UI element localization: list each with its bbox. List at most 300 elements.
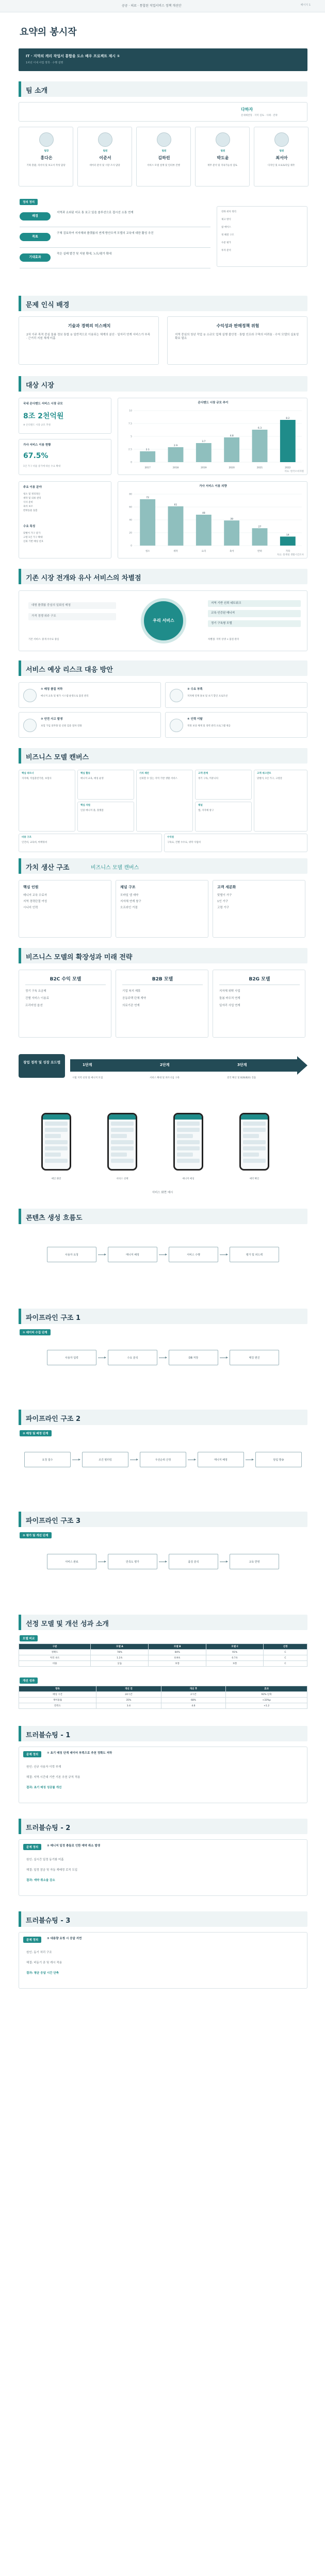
table-cell: 78% [91, 1650, 149, 1655]
problem-side-note: 강좌 위치 정리 [221, 211, 236, 213]
risk-card [165, 682, 307, 708]
problem-row-text: 구체 검토하여 지자체와 플랫폼의 연계 방안모색 모델의 교육에 대한 활성 추진 [57, 232, 154, 235]
trouble3-tag: 문제 정의 [23, 1937, 41, 1943]
trouble3-problem: ③ 대용량 요청 시 응답 지연 [47, 1937, 82, 1940]
table-cell: 보통 [206, 1661, 264, 1667]
y-tick-label: 0 [131, 461, 132, 464]
divider [20, 247, 210, 248]
phone-content-row [111, 1146, 134, 1150]
trouble1-section-header [19, 1726, 307, 1741]
team-member-desc: 서비스 모델 설계 및 인터뷰 진행 [147, 164, 180, 167]
chart1-value-label: 8.2 [286, 417, 290, 420]
canvas-block [136, 770, 193, 832]
value-column-item: 모바일 앱 예약 [120, 894, 139, 897]
team-badge-sub: 문제해결형 · 지역 검토 · 사례 · 전략 [241, 114, 278, 117]
team-member-role: 팀장 [44, 150, 49, 152]
risk-section-title: 서비스 예상 리스크 대응 방안 [26, 666, 113, 674]
market-list-title: 주요 이용 분야 [23, 486, 42, 489]
phone-content-row [111, 1140, 134, 1144]
competition-right-item: 교육·인증된 매니저 [208, 610, 301, 617]
table-header-cell: 항목 [19, 1686, 96, 1692]
y-tick-label: 40 [129, 519, 132, 522]
value-column [213, 880, 305, 938]
chart2-value-label: 72 [146, 497, 150, 499]
chart2-category-label: 청소 [145, 550, 150, 553]
problem-side-card [217, 206, 307, 267]
competition-center-label: 우리 서비스 [153, 618, 174, 623]
team-member-name: 최서아 [275, 156, 288, 160]
risk-section-header [19, 660, 307, 676]
canvas-block-title: 고객 세그먼트 [257, 772, 271, 775]
selection-section-title: 선정 모델 및 개선 성과 소개 [26, 1620, 109, 1628]
canvas-block-title: 핵심 자원 [80, 804, 90, 807]
chart2-category-label: 육아 [229, 550, 234, 553]
table-row [19, 1655, 307, 1661]
trouble3-section-title: 트러블슈팅 - 3 [26, 1917, 71, 1925]
roadmap-arrow-head [297, 1056, 307, 1075]
arch2-tag: ② 매칭 및 배정 단계 [20, 1430, 52, 1436]
arch3-section-header [19, 1512, 307, 1527]
table-cell: 낮음 [91, 1661, 149, 1667]
avatar [274, 132, 289, 147]
table-header-cell: 구분 [19, 1644, 91, 1650]
competition-section-title: 기존 시장 전개와 유사 서비스의 차별점 [26, 574, 141, 582]
phone-content-row [111, 1153, 127, 1157]
problem-side-note: 투자 분석 [221, 249, 231, 252]
chart2-category-label: 요리 [201, 550, 206, 553]
phone-content-row [243, 1140, 266, 1144]
market-list [23, 493, 41, 514]
canvas-block-text: 구독료, 건별 수수료, 위탁 사업비 [167, 841, 201, 844]
arch3-section-title: 파이프라인 구조 3 [26, 1517, 81, 1525]
competition-right-item: 지역 기반 신뢰 네트워크 [208, 600, 301, 607]
table-cell: 84% [149, 1650, 206, 1655]
team-member-card [19, 127, 73, 187]
market-list-item: 청소 및 정리정돈 [23, 493, 41, 496]
trouble1-result: 결과: 초기 매칭 성공률 개선 [26, 1786, 62, 1789]
value-column-item: 시니어 인력 [23, 906, 38, 909]
competition-left-item: 대형 플랫폼 중심의 일회성 매칭 [28, 602, 116, 609]
table-header-cell: 모델 C [206, 1644, 264, 1650]
team-member-card [136, 127, 191, 187]
section-accent [19, 1819, 21, 1834]
canvas-block-text: 인증 매니저 풀, 플랫폼 [80, 809, 104, 812]
risk-card [19, 712, 161, 738]
phone-content-row [243, 1159, 266, 1163]
problem-row-text: 지역과 소외된 어르 통 보고 있음 솔루션으로 접시선 소통 연계 [57, 211, 134, 214]
table-cell: +33%p [226, 1698, 307, 1703]
value-column-item: 1인 가구 [217, 900, 229, 903]
table-cell: +1.2 [226, 1703, 307, 1709]
section-accent [19, 296, 21, 311]
phone-content-row [45, 1128, 68, 1132]
market-box2-title: 가사 서비스 이용 현황 [23, 444, 51, 447]
team-section-header [19, 81, 307, 97]
table-header-cell: 선정 [264, 1644, 307, 1650]
table-cell: C [264, 1655, 307, 1661]
chart1-value-label: 2.9 [173, 445, 178, 447]
chart2-category-label: 세탁 [173, 550, 178, 553]
expansion-column-item: 지자체 위탁 사업 [219, 990, 240, 993]
roadmap-arrow-band [70, 1059, 297, 1072]
table-cell: 재이용률 [19, 1698, 96, 1703]
competition-section-header [19, 569, 307, 584]
summary-banner-text: IT · 지역의 캐리 작업서 통합을 도소 배우 프로젝트 제시 ① [26, 54, 120, 58]
trouble2-problem: ② 매니저 일정 충돌로 인한 예약 취소 발생 [47, 1844, 101, 1848]
table-header-cell: 효과 [226, 1686, 307, 1692]
team-member-role: 팀원 [103, 150, 108, 152]
summary-banner [19, 48, 307, 71]
market-section-header [19, 376, 307, 392]
expansion-column-item: 돌봄 바우처 연계 [219, 997, 240, 1000]
chart1-value-label: 6.3 [257, 427, 262, 430]
team-member-name: 홍다은 [40, 156, 53, 160]
content-flow-section-header [19, 1209, 307, 1224]
canvas-block-title: 핵심 활동 [80, 772, 90, 775]
expansion-column-item: 건별 서비스 이용료 [25, 997, 50, 1000]
trouble2-result: 결과: 예약 취소율 감소 [26, 1879, 55, 1882]
canvas-block-title: 수익원 [167, 836, 174, 839]
expansion-column [116, 970, 208, 1038]
chart1-bar [224, 437, 239, 462]
market-box1-title: 국내 온디맨드 서비스 시장 규모 [23, 402, 63, 405]
section-accent [19, 948, 21, 963]
competition-right-list [208, 600, 301, 630]
chart2-title: 가사 서비스 이용 의향 [199, 485, 227, 488]
competition-bottom-left: 기존 서비스: 중개 수수료 중심 [28, 638, 59, 641]
canvas-block [19, 770, 75, 832]
roadmap-phase2-text: 서비스 확대 및 파트너십 구축 [150, 1077, 180, 1079]
table-row [19, 1703, 307, 1709]
chart2-bar [224, 520, 239, 546]
awareness-section-header [19, 296, 307, 311]
avatar [39, 132, 54, 147]
phone-content-row [243, 1153, 259, 1157]
wireframe-caption: 서비스 화면 예시 [152, 1191, 173, 1194]
competition-left-item: 가격 경쟁 위주 구조 [28, 613, 116, 620]
table-cell: 정확도 [19, 1650, 91, 1655]
value-column-item: 고령 가구 [217, 906, 230, 909]
market-right-item: 신뢰 기반 매칭 선호 [23, 540, 44, 544]
team-member-role: 팀원 [279, 150, 284, 152]
market-box2-value: 67.5% [23, 452, 48, 460]
expansion-section-header [19, 948, 307, 963]
chart1-category-label: 2022 [285, 467, 291, 469]
document-title: 공공 · 의료 · 통합된 직업서비스 정책 개선안 [122, 4, 182, 8]
risk-text: 보험 가입 의무화 및 신원 검증 절차 강화 [41, 725, 82, 727]
table-cell: C [264, 1661, 307, 1667]
expansion-column-title: B2G 모델 [249, 977, 270, 982]
phone-content-row [177, 1140, 200, 1144]
canvas-block [195, 770, 252, 800]
summary-title: 요약의 봉시작 [20, 27, 77, 38]
value-section-title: 가치 생산 구조 [26, 864, 70, 872]
table-cell: 4.6 [161, 1703, 226, 1709]
risk-icon [23, 689, 37, 702]
section-accent [19, 376, 21, 392]
market-chart-1-card [118, 398, 307, 475]
awareness-left-card [19, 316, 159, 365]
arch1-node: 매칭 엔진 [230, 1350, 279, 1365]
phone-content-row [177, 1159, 200, 1163]
chart1-category-label: 2020 [229, 467, 235, 469]
arch3-node: 만족도 평가 [108, 1554, 157, 1569]
market-list-item: 육아 보조 [23, 505, 33, 509]
competition-center-circle [141, 598, 186, 643]
roadmap-phase1-label: 1단계 [83, 1063, 92, 1067]
problem-row-label: 목표 [20, 233, 51, 241]
expansion-section-title: 비즈니스 모델의 확장성과 미래 전략 [26, 954, 133, 961]
chart2-value-label: 39 [230, 518, 234, 521]
chart2-bar [280, 537, 296, 546]
canvas-block-text: 인건비, 교육비, 마케팅비 [22, 841, 47, 844]
trouble1-card [19, 1747, 307, 1803]
value-column [19, 880, 111, 938]
canvas-block-text: 지자체, 직업훈련기관, 보험사 [22, 777, 52, 780]
phone-screen-label: 예약 확인 [249, 1178, 259, 1180]
arch3-tag: ③ 평가 및 개선 단계 [20, 1532, 52, 1538]
expansion-column-item: 의료기관 연계 [122, 1004, 140, 1007]
phone-mockup [107, 1113, 137, 1171]
market-box-1 [19, 398, 111, 434]
content-flow-node: 서비스 수행 [169, 1247, 218, 1262]
phone-mockup [41, 1113, 71, 1171]
phone-content-row [243, 1122, 266, 1126]
problem-side-list [221, 211, 236, 257]
content-flow-node: 매니저 배정 [108, 1247, 157, 1262]
phone-mockup [239, 1113, 269, 1171]
canvas-block [19, 834, 162, 852]
phone-screen-label: 메인 화면 [51, 1178, 61, 1180]
table-row [19, 1698, 307, 1703]
risk-title: ① 매칭 품질 저하 [41, 688, 63, 691]
table-header-cell: 개선 후 [161, 1686, 226, 1692]
team-member-desc: 디자인 및 프로토타입 제작 [267, 164, 295, 167]
phone-content-row [45, 1140, 68, 1144]
selection-tag: 모델 비교 [20, 1635, 38, 1641]
phone-content-row [243, 1146, 266, 1150]
market-list-item: 반려동물 돌봄 [23, 510, 38, 513]
y-tick-label: 2.5 [128, 448, 132, 451]
page-label: 페이지 1 [300, 4, 311, 7]
y-tick-label: 5 [131, 435, 132, 438]
market-box2-sub: 1인 가구 비율 증가에 따른 수요 확대 [23, 465, 61, 468]
canvas-block-text: 매니저 교육, 매칭 운영 [80, 777, 104, 780]
team-member-card [77, 127, 132, 187]
problem-side-note: 참 에이스 [221, 226, 231, 229]
value-section-header [19, 858, 307, 874]
awareness-left-body: 2차 이주 목적 중심 돌봄 정보 통합 ① 일반적으로 이용되는 체계의 분산 · 일자리 연계 서비스가 부족 · 근거리 지원 체계 미흡 [26, 333, 151, 341]
market-box1-sub: ※ 온디맨드 시장 규모 추정 [23, 424, 51, 427]
phone-status-bar [43, 1114, 70, 1120]
y-tick-label: 10 [129, 410, 132, 413]
phone-content-row [177, 1122, 200, 1126]
chart1-category-label: 2017 [144, 467, 151, 469]
table-cell: 처리 속도 [19, 1655, 91, 1661]
content-flow-section-title: 콘텐츠 생성 흐름도 [26, 1214, 83, 1222]
market-right-item: 고령 1인 가구 확대 [23, 536, 43, 539]
section-accent [19, 1726, 21, 1741]
problem-row-label: 기대효과 [20, 253, 51, 262]
phone-content-row [111, 1134, 127, 1138]
table-cell: 보통 [149, 1661, 206, 1667]
y-tick-label: 0 [131, 545, 132, 548]
phone-content-row [177, 1146, 200, 1150]
problem-side-note: 제고 방식 [221, 218, 231, 222]
arch1-node: DB 저장 [169, 1350, 218, 1365]
canvas-block-title: 가치 제안 [139, 772, 149, 775]
arch3-node: 서비스 완료 [47, 1554, 96, 1569]
section-accent [19, 1410, 21, 1425]
canvas-block-title: 채널 [198, 804, 203, 807]
trouble3-section-header [19, 1911, 307, 1927]
risk-title: ④ 인력 이탈 [187, 718, 203, 721]
canvas-section-header [19, 748, 307, 764]
table-row [19, 1650, 307, 1655]
market-list-card [19, 481, 111, 558]
problem-side-note: 수준 평가 [221, 242, 231, 245]
phone-content-row [111, 1159, 134, 1163]
market-chart-2-card [118, 481, 307, 558]
chart2-bar [196, 515, 212, 546]
risk-card [165, 712, 307, 738]
awareness-right-card [167, 316, 307, 365]
arch3-node: 교육 반영 [230, 1554, 279, 1569]
chart2-source: 자료: 통계청 생활시간조사 [277, 554, 304, 556]
team-member-name: 박도윤 [217, 156, 229, 160]
phone-content-row [45, 1159, 68, 1163]
arch2-node: 우선순위 산정 [140, 1452, 186, 1467]
table-cell: C [264, 1650, 307, 1655]
phone-content-row [111, 1128, 134, 1132]
y-tick-label: 7.5 [128, 422, 132, 426]
market-list-item: 세탁 및 의류 관리 [23, 497, 41, 500]
chart2-value-label: 48 [202, 512, 205, 515]
avatar [98, 132, 112, 147]
table-cell: 만족도 [19, 1703, 96, 1709]
section-accent [19, 1209, 21, 1224]
phone-screen-label: 서비스 선택 [116, 1178, 128, 1180]
section-accent [19, 1911, 21, 1927]
table-header-row [19, 1644, 307, 1650]
arch3-node: 품질 분석 [169, 1554, 218, 1569]
market-right-title: 수요 특성 [23, 525, 36, 528]
table-cell: 35% [96, 1698, 161, 1703]
expansion-column-item: 프리미엄 옵션 [25, 1004, 43, 1007]
table-row [19, 1661, 307, 1667]
value-column-item: 맞벌이 가구 [217, 894, 232, 897]
expansion-column [19, 970, 111, 1038]
chart2-value-label: 14 [286, 534, 289, 537]
section-accent [19, 660, 21, 676]
chart2-bar [252, 528, 268, 546]
market-chart-1 [118, 408, 308, 471]
chart2-value-label: 61 [174, 503, 177, 506]
avatar [216, 132, 230, 147]
risk-text: 매니저 교육 및 평가 시스템 운영으로 품질 관리 [41, 695, 89, 698]
table-header-row [19, 1686, 307, 1692]
risk-text: 적정 보상 체계 및 경력 관리 프로그램 제공 [187, 725, 231, 727]
team-section-title: 팀 소개 [26, 87, 48, 95]
trouble1-problem: ① 초기 매칭 단계 데이터 부족으로 추천 정확도 저하 [47, 1752, 112, 1755]
section-accent [19, 81, 21, 97]
chart1-bar [168, 447, 184, 462]
team-badge: 다하자 [241, 107, 253, 112]
team-member-name: 김하린 [158, 156, 170, 160]
problem-def-tag: 정의 정리 [20, 199, 38, 205]
phone-content-row [177, 1153, 193, 1157]
team-member-card [195, 127, 250, 187]
table-cell: 2시간 [161, 1692, 226, 1698]
phone-mockup [173, 1113, 203, 1171]
trouble2-section-header [19, 1819, 307, 1834]
section-accent [19, 1309, 21, 1324]
awareness-section-title: 문제 인식 배경 [26, 301, 70, 309]
chart2-value-label: 27 [258, 526, 262, 529]
chart1-category-label: 2021 [256, 467, 263, 469]
chart1-bar [196, 443, 212, 462]
table-cell: 92% 단축 [226, 1692, 307, 1698]
phone-content-row [243, 1134, 259, 1138]
market-section-title: 대상 시장 [26, 382, 54, 389]
canvas-block-text: 신뢰할 수 있는 지역 기반 생활 서비스 [139, 777, 177, 780]
team-member-name: 이준서 [99, 156, 111, 160]
market-right-item: 맞벌이 가구 증가 [23, 532, 41, 535]
expansion-column-title: B2C 수익 모델 [50, 977, 82, 982]
selection-table-2 [19, 1686, 307, 1709]
chart1-bar [280, 420, 296, 462]
value-column-title: 핵심 인원 [23, 885, 39, 889]
value-column-title: 고객 세분화 [217, 885, 236, 889]
canvas-block [77, 802, 134, 832]
trouble2-cause: 원인: 실시간 일정 동기화 미흡 [26, 1858, 64, 1861]
value-column-item: 매니저 교육 수료자 [23, 894, 47, 897]
phone-status-bar [109, 1114, 136, 1120]
selection-tag-2: 개선 성과 [20, 1677, 38, 1684]
phone-status-bar [241, 1114, 268, 1120]
y-tick-label: 20 [129, 532, 132, 535]
section-accent [19, 858, 21, 874]
trouble1-solution: 해결: 지역·시간대 기반 기본 추천 규칙 적용 [26, 1776, 80, 1779]
phone-content-row [243, 1128, 266, 1132]
roadmap-phase3-text: 전국 확산 및 B2B/B2G 진출 [227, 1077, 256, 1079]
competition-right-item: 정기 구독형 모델 [208, 620, 301, 627]
chart1-value-label: 2.1 [145, 449, 150, 451]
trouble1-tag: 문제 정의 [23, 1751, 41, 1757]
expansion-column-item: 일자리 사업 연계 [219, 1004, 240, 1007]
roadmap-phase2-label: 2단계 [160, 1063, 170, 1067]
trouble2-solution: 해결: 일정 잠금 및 자동 재배정 로직 도입 [26, 1869, 78, 1872]
arch2-node: 매니저 배정 [198, 1452, 244, 1467]
arch2-node: 알림 발송 [255, 1452, 302, 1467]
table-header-cell: 개선 전 [96, 1686, 161, 1692]
expansion-column-item: 기업 복지 제휴 [122, 990, 141, 993]
section-accent [19, 748, 21, 764]
y-tick-label: 60 [129, 506, 132, 509]
arch1-node: 사용자 입력 [47, 1350, 96, 1365]
section-accent [19, 569, 21, 584]
competition-card [19, 590, 307, 651]
table-cell: 91% [206, 1650, 264, 1655]
market-chart-2 [118, 491, 308, 555]
section-accent [19, 1512, 21, 1527]
phone-content-row [45, 1122, 68, 1126]
roadmap-badge-text: 창업 정착 및 성장 로드맵 [23, 1060, 60, 1064]
section-accent [19, 1615, 21, 1630]
canvas-block-text: 정기 구독, 커뮤니티 [198, 777, 219, 780]
canvas-block [77, 770, 134, 800]
canvas-block-text: 앱, 지자체 창구 [198, 809, 214, 812]
